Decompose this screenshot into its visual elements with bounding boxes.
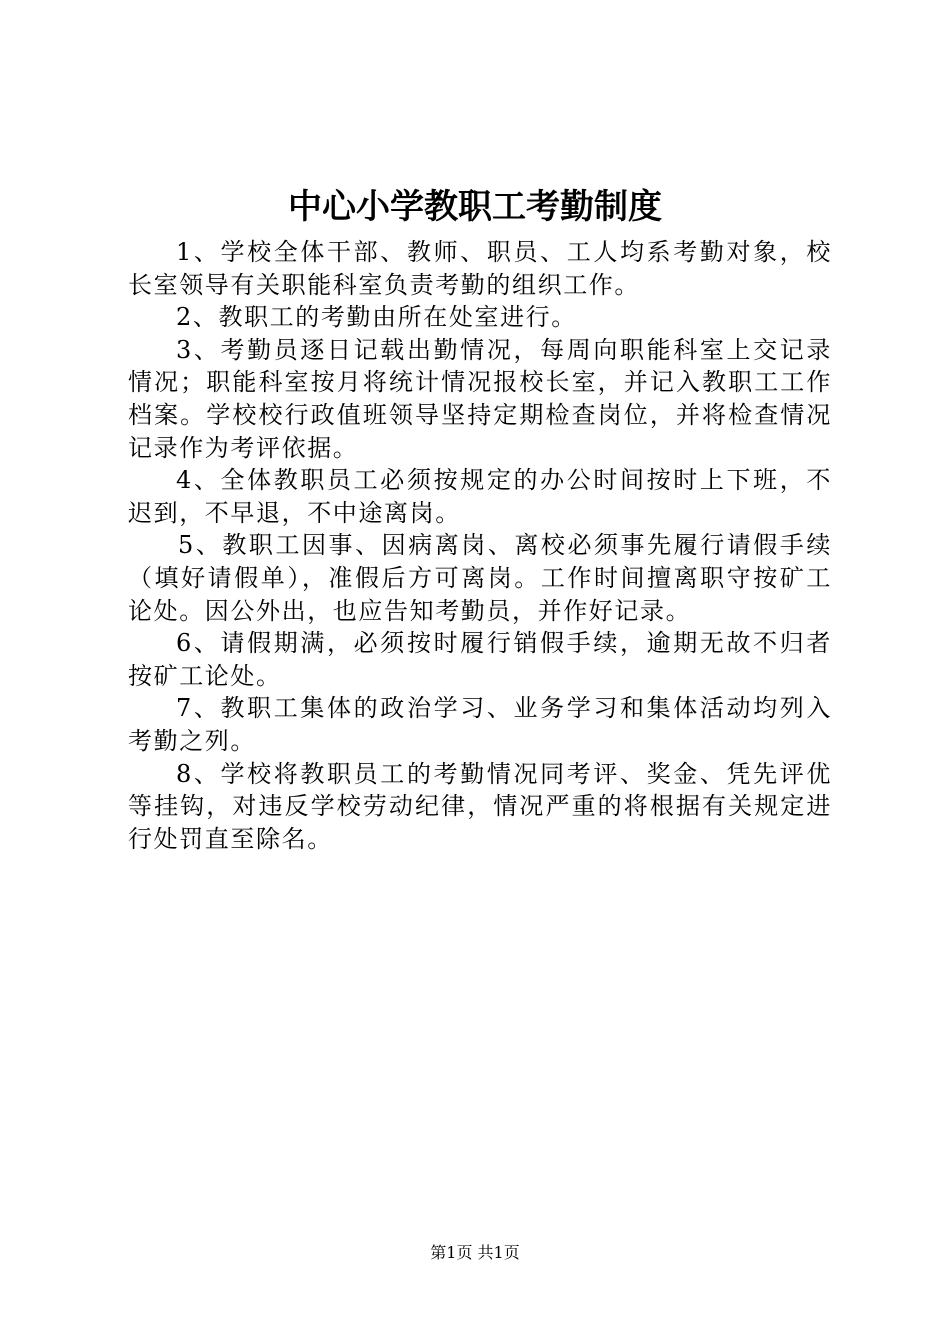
paragraph-item-8: 8、学校将教职员工的考勤情况同考评、奖金、凭先评优等挂钩，对违反学校劳动纪律，情况严重的将根据有关规定进行处罚直至除名。 <box>128 759 832 853</box>
paragraph-item-3: 3、考勤员逐日记载出勤情况，每周向职能科室上交记录情况；职能科室按月将统计情况报校长室，并记入教职工工作档案。学校校行政值班领导坚持定期检查岗位，并将检查情况记录作为考评依据。 <box>128 335 832 462</box>
document-title: 中心小学教职工考勤制度 <box>288 187 662 227</box>
document-body <box>128 236 832 855</box>
paragraph-item-6: 6、请假期满，必须按时履行销假手续，逾期无故不归者按矿工论处。 <box>128 629 832 690</box>
paragraph-item-1: 1、学校全体干部、教师、职员、工人均系考勤对象，校长室领导有关职能科室负责考勤的组织工作。 <box>128 238 832 299</box>
paragraph-item-5: 5、教职工因事、因病离岗、离校必须事先履行请假手续（填好请假单），准假后方可离岗。工作时间擅离职守按矿工论处。因公外出，也应告知考勤员，并作好记录。 <box>128 531 832 625</box>
paragraph-item-7: 7、教职工集体的政治学习、业务学习和集体活动均列入考勤之列。 <box>128 694 832 755</box>
paragraph-item-2: 2、教职工的考勤由所在处室进行。 <box>176 303 577 332</box>
paragraph-item-4: 4、全体教职员工必须按规定的办公时间按时上下班，不迟到，不早退，不中途离岗。 <box>128 466 832 527</box>
page-footer: 第1页 共1页 <box>430 1243 520 1262</box>
